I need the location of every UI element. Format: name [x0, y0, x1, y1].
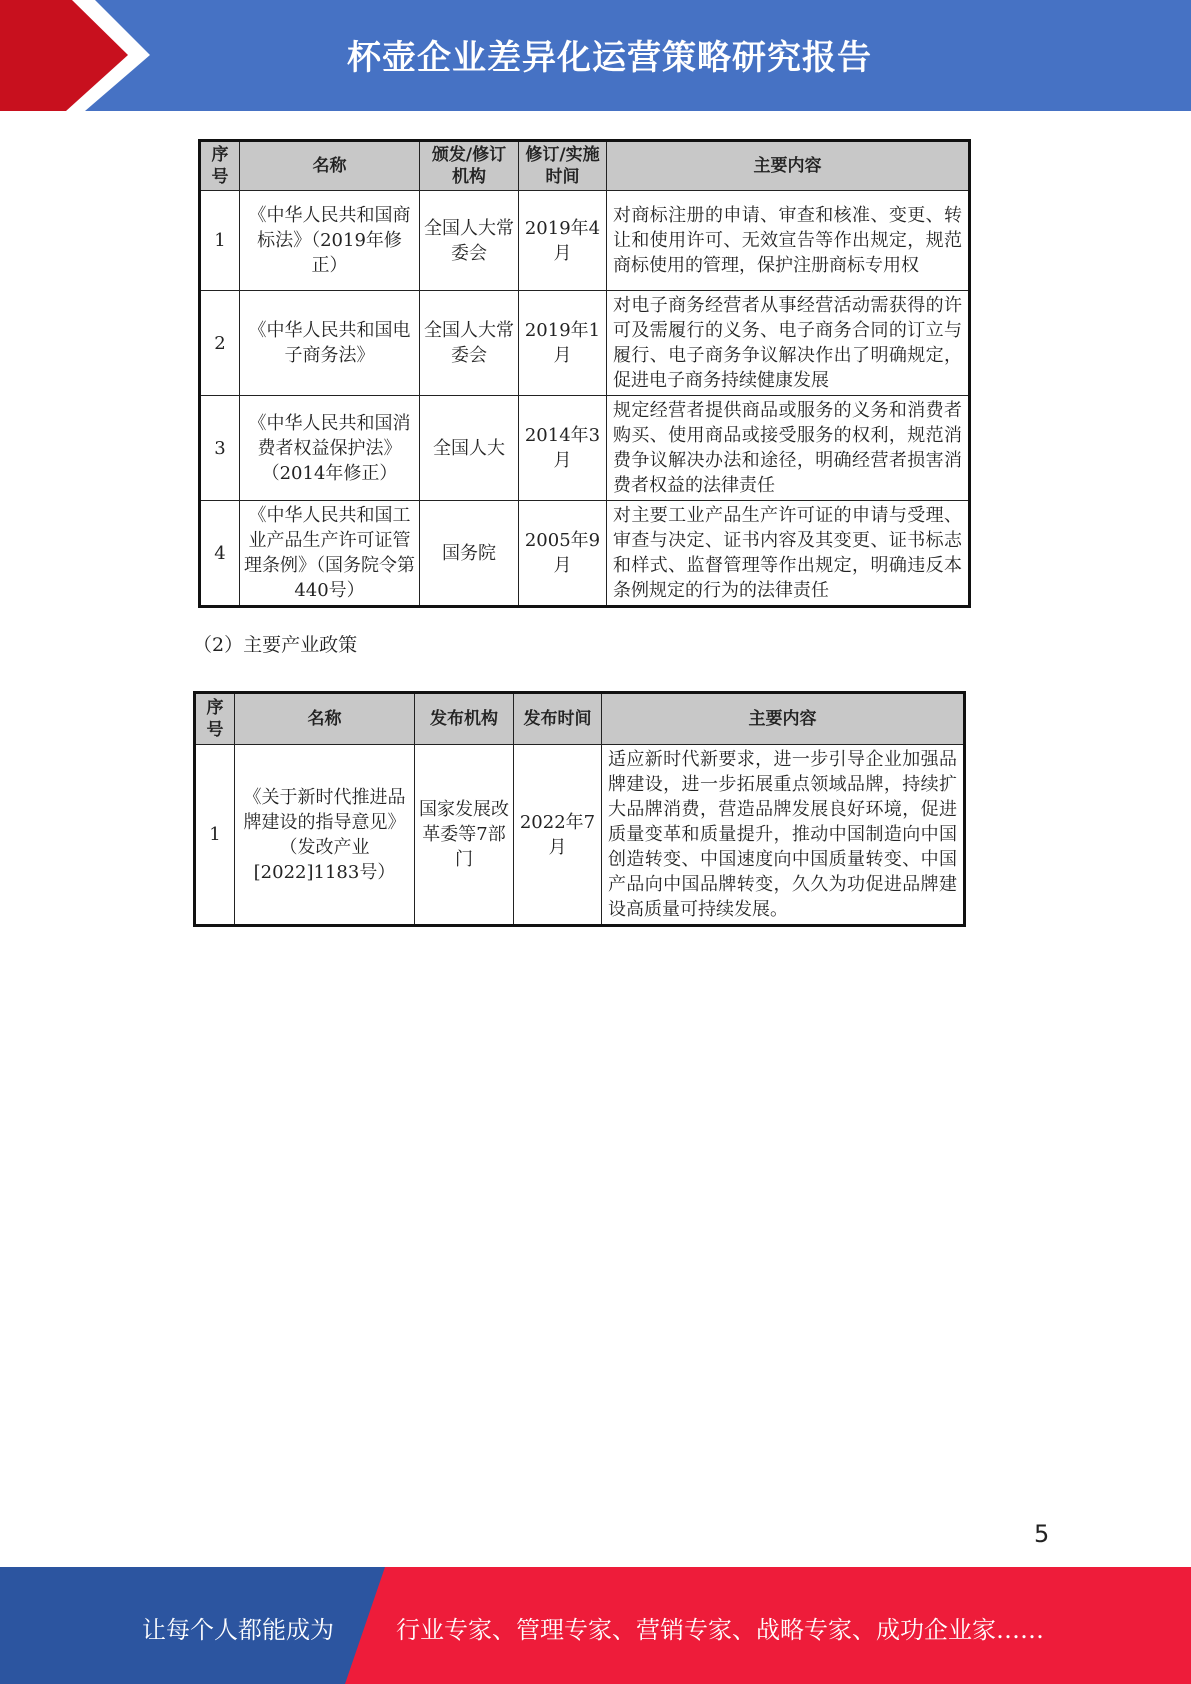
row-date: 2019年1月 [519, 291, 607, 396]
table-row [200, 396, 970, 501]
col-header-name: 名称 [240, 141, 420, 191]
row-content: 适应新时代新要求，进一步引导企业加强品牌建设，进一步拓展重点领域品牌，持续扩大品牌消费，营造品牌发展良好环境，促进质量变革和质量提升，推动中国制造向中国创造转变、中国速度向中国质量转变、中国产品向中国品牌转变，久久为功促进品牌建设高质量可持续发展。 [602, 745, 965, 926]
col-header-content: 主要内容 [607, 141, 970, 191]
col-header-no: 序号 [195, 693, 235, 745]
section-heading-industry-policy: （2）主要产业政策 [193, 634, 358, 656]
row-agency: 全国人大常委会 [420, 191, 519, 291]
row-date: 2005年9月 [519, 501, 607, 607]
col-header-date: 修订/实施时间 [519, 141, 607, 191]
footer-slogan-right: 行业专家、管理专家、营销专家、战略专家、成功企业家…… [396, 1616, 1044, 1644]
col-header-date: 发布时间 [514, 693, 602, 745]
row-no: 2 [200, 291, 240, 396]
row-no: 1 [200, 191, 240, 291]
row-content: 规定经营者提供商品或服务的义务和消费者购买、使用商品或接受服务的权利，规范消费争议解决办法和途径，明确经营者损害消费者权益的法律责任 [607, 396, 970, 501]
table-header-row [195, 693, 965, 745]
footer-banner [0, 1567, 1191, 1684]
col-header-agency: 发布机构 [415, 693, 514, 745]
row-date: 2019年4月 [519, 191, 607, 291]
row-content: 对主要工业产品生产许可证的申请与受理、审查与决定、证书内容及其变更、证书标志和样式、监督管理等作出规定，明确违反本条例规定的行为的法律责任 [607, 501, 970, 607]
row-no: 1 [195, 745, 235, 926]
row-name: 《关于新时代推进品牌建设的指导意见》（发改产业[2022]1183号） [235, 745, 415, 926]
table-header-row [200, 141, 970, 191]
row-name: 《中华人民共和国消费者权益保护法》（2014年修正） [240, 396, 420, 501]
table-row [200, 291, 970, 396]
row-agency: 国家发展改革委等7部门 [415, 745, 514, 926]
col-header-no: 序号 [200, 141, 240, 191]
laws-table [198, 139, 971, 608]
row-agency: 全国人大 [420, 396, 519, 501]
policy-table [193, 691, 966, 927]
row-date: 2022年7月 [514, 745, 602, 926]
row-no: 4 [200, 501, 240, 607]
header-banner [0, 0, 1191, 111]
row-no: 3 [200, 396, 240, 501]
col-header-agency: 颁发/修订机构 [420, 141, 519, 191]
col-header-name: 名称 [235, 693, 415, 745]
table-row [200, 501, 970, 607]
row-content: 对电子商务经营者从事经营活动需获得的许可及需履行的义务、电子商务合同的订立与履行、电子商务争议解决作出了明确规定，促进电子商务持续健康发展 [607, 291, 970, 396]
row-name: 《中华人民共和国工业产品生产许可证管理条例》（国务院令第440号） [240, 501, 420, 607]
row-agency: 全国人大常委会 [420, 291, 519, 396]
row-name: 《中华人民共和国商标法》（2019年修正） [240, 191, 420, 291]
col-header-content: 主要内容 [602, 693, 965, 745]
table-row [200, 191, 970, 291]
row-agency: 国务院 [420, 501, 519, 607]
page-number: 5 [1034, 1520, 1050, 1548]
row-content: 对商标注册的申请、审查和核准、变更、转让和使用许可、无效宣告等作出规定，规范商标使用的管理，保护注册商标专用权 [607, 191, 970, 291]
row-name: 《中华人民共和国电子商务法》 [240, 291, 420, 396]
table-row [195, 745, 965, 926]
report-title: 杯壶企业差异化运营策略研究报告 [347, 38, 872, 78]
row-date: 2014年3月 [519, 396, 607, 501]
footer-slogan-left: 让每个人都能成为 [142, 1616, 334, 1644]
